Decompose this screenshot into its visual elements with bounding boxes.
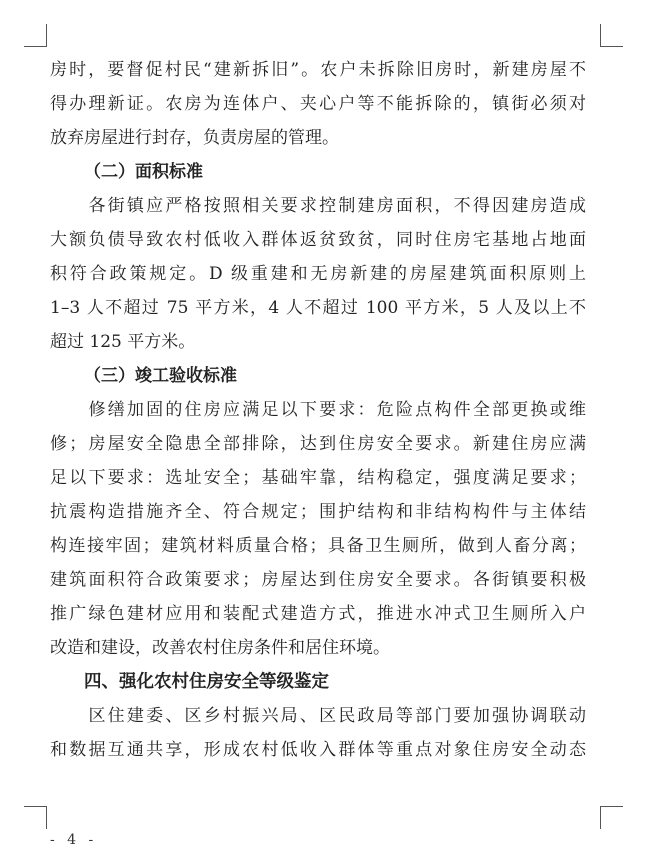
section-heading-acceptance-standard: （三）竣工验收标准 xyxy=(84,366,237,386)
document-body xyxy=(50,53,586,767)
section-heading-safety-appraisal: 四、强化农村住房安全等级鉴定 xyxy=(84,672,329,692)
page-number: - 4 - xyxy=(50,832,98,848)
paragraph-line: 区住建委、区乡村振兴局、区民政局等部门要加强协调联动 xyxy=(50,706,586,726)
paragraph-line: 推广绿色建材应用和装配式建造方式，推进水冲式卫生厕所入户 xyxy=(50,604,586,624)
paragraph-line: 放弃房屋进行封存，负责房屋的管理。 xyxy=(50,128,339,148)
paragraph-line: 积符合政策规定。D 级重建和无房新建的房屋建筑面积原则上 xyxy=(50,264,586,284)
paragraph-line: 构连接牢固；建筑材料质量合格；具备卫生厕所，做到人畜分离； xyxy=(50,536,586,556)
paragraph-line: 修；房屋安全隐患全部排除，达到住房安全要求。新建住房应满 xyxy=(50,434,586,454)
section-heading-area-standard: （二）面积标准 xyxy=(84,162,203,182)
paragraph-line: 各街镇应严格按照相关要求控制建房面积，不得因建房造成 xyxy=(50,196,586,216)
crop-mark-bottom-left xyxy=(24,806,47,829)
paragraph-line: 抗震构造措施齐全、符合规定；围护结构和非结构构件与主体结 xyxy=(50,502,586,522)
paragraph-line: 得办理新证。农房为连体户、夹心户等不能拆除的，镇街必须对 xyxy=(50,94,586,114)
paragraph-line: 超过 125 平方米。 xyxy=(50,332,196,352)
paragraph-line: 改造和建设，改善农村住房条件和居住环境。 xyxy=(50,638,390,658)
paragraph-line: 1–3 人不超过 75 平方米，4 人不超过 100 平方米，5 人及以上不 xyxy=(50,298,586,318)
crop-mark-bottom-right xyxy=(600,806,623,829)
paragraph-line: 房时，要督促村民“建新拆旧”。农户未拆除旧房时，新建房屋不 xyxy=(50,60,586,80)
paragraph-line: 和数据互通共享，形成农村低收入群体等重点对象住房安全动态 xyxy=(50,740,586,760)
crop-mark-top-right xyxy=(600,24,623,47)
paragraph-line: 修缮加固的住房应满足以下要求：危险点构件全部更换或维 xyxy=(50,400,586,420)
crop-mark-top-left xyxy=(24,24,47,47)
paragraph-line: 足以下要求：选址安全；基础牢靠，结构稳定，强度满足要求； xyxy=(50,468,586,488)
paragraph-line: 建筑面积符合政策要求；房屋达到住房安全要求。各街镇要积极 xyxy=(50,570,586,590)
paragraph-line: 大额负债导致农村低收入群体返贫致贫，同时住房宅基地占地面 xyxy=(50,230,586,250)
